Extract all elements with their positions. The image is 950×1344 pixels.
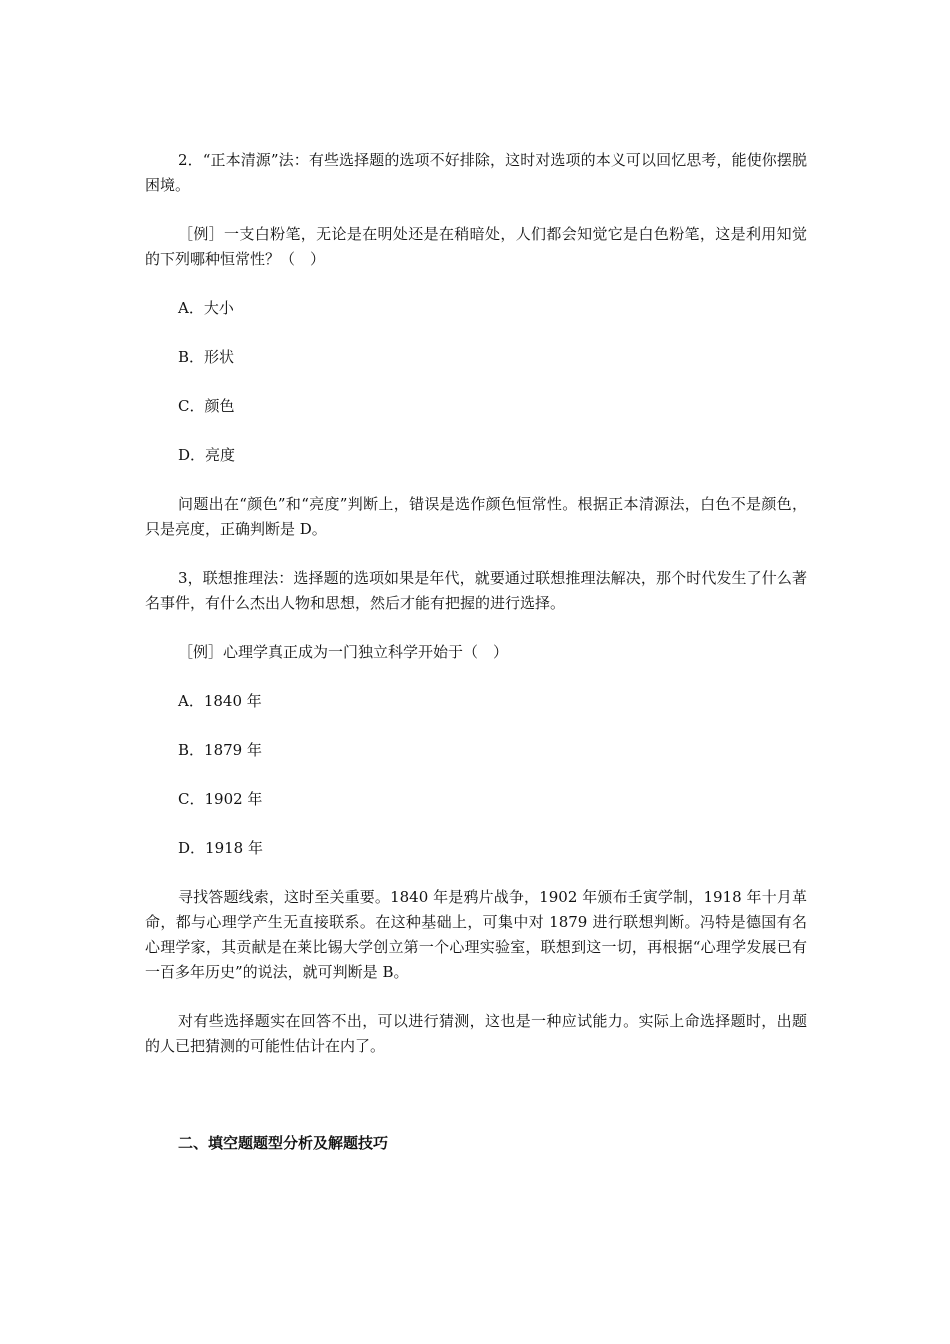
example-1-option-c: C．颜色 [178, 397, 235, 415]
example-1-option-a: A．大小 [178, 299, 234, 317]
method-2-paragraph: 2．“正本清源”法：有些选择题的选项不好排除，这时对选项的本义可以回忆思考，能使你摆脱困境。 [145, 151, 807, 194]
example-2-option-a: A．1840 年 [178, 692, 262, 710]
example-2-explanation: 寻找答题线索，这时至关重要。1840 年是鸦片战争，1902 年颁布壬寅学制，1918 年十月革命，都与心理学产生无直接联系。在这种基础上，可集中对 1879 进行联想判断。冯特是德国有名心理学家，其贡献是在莱比锡大学创立第一个心理实验室，联想到这一切，再根据“心理学发展已有一百多年历史”的说法，就可判断是 B。 [145, 888, 807, 981]
example-1-option-b: B．形状 [178, 348, 235, 366]
example-1-question: ［例］一支白粉笔，无论是在明处还是在稍暗处，人们都会知觉它是白色粉笔，这是利用知觉的下列哪种恒常性？（ ） [145, 225, 807, 268]
example-1-explanation: 问题出在“颜色”和“亮度”判断上，错误是选作颜色恒常性。根据正本清源法，白色不是颜色，只是亮度，正确判断是 D。 [145, 495, 807, 538]
guessing-paragraph: 对有些选择题实在回答不出，可以进行猜测，这也是一种应试能力。实际上命选择题时，出题的人已把猜测的可能性估计在内了。 [145, 1012, 807, 1055]
method-3-paragraph: 3，联想推理法：选择题的选项如果是年代，就要通过联想推理法解决，那个时代发生了什么著名事件，有什么杰出人物和思想，然后才能有把握的进行选择。 [145, 569, 807, 612]
example-2-option-d: D．1918 年 [178, 839, 263, 857]
document-page [145, 148, 807, 1156]
example-1-option-d: D．亮度 [178, 446, 236, 464]
example-2-option-c: C．1902 年 [178, 790, 263, 808]
example-2-option-b: B．1879 年 [178, 741, 262, 759]
section-heading: 二、填空题题型分析及解题技巧 [178, 1134, 389, 1152]
example-2-question: ［例］心理学真正成为一门独立科学开始于（ ） [178, 643, 509, 661]
